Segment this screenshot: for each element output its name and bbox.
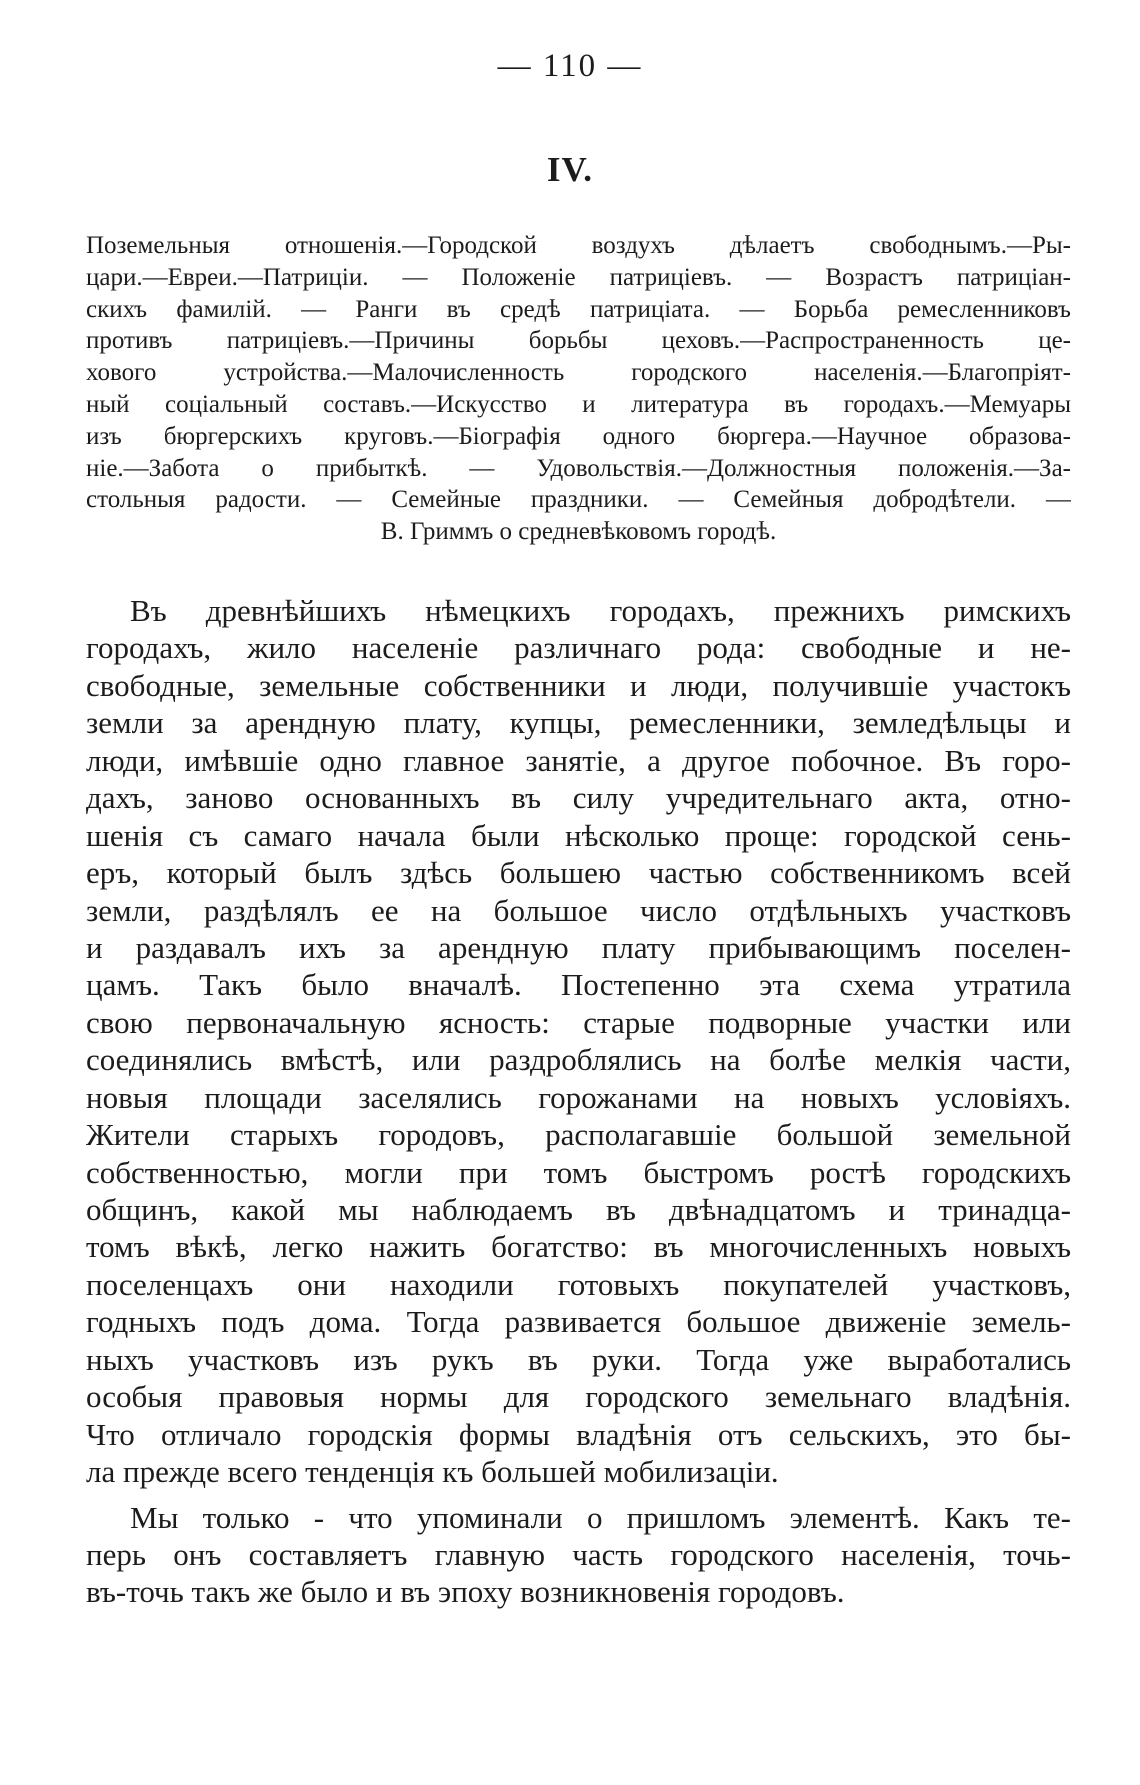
text-line: поселенцахъ они находили готовыхъ покупателей участковъ, [86, 1266, 1071, 1302]
page-number: — 110 — [497, 48, 643, 84]
summary-line: хового устройства.—Малочисленность городского населенія.—Благопріят- [86, 359, 1071, 387]
text-line: годныхъ подъ дома. Тогда развивается большое движеніе земель- [86, 1304, 1071, 1340]
paragraph [86, 592, 1071, 1491]
text-line: Въ древнѣйшихъ нѣмецкихъ городахъ, прежнихъ римскихъ [130, 593, 1071, 628]
text-line: особыя правовыя нормы для городского земельнаго владѣнія. [86, 1379, 1071, 1415]
body-text [86, 592, 1071, 1611]
text-line: люди, имѣвшіе одно главное занятіе, а другое побочное. Въ горо- [86, 742, 1071, 778]
summary-line: стольныя радости. — Семейные праздники. — Семейныя добродѣтели. — [86, 486, 1071, 514]
text-line: шенія съ самаго начала были нѣсколько проще: городской сень- [86, 817, 1071, 853]
text-line: еръ, который былъ здѣсь большею частью собственникомъ всей [86, 855, 1071, 891]
text-line: ныхъ участковъ изъ рукъ въ руки. Тогда уже выработались [86, 1341, 1071, 1377]
text-line: ла прежде всего тенденція къ большей мобилизаціи. [86, 1454, 779, 1490]
text-line: Мы только - что упоминали о пришломъ элементѣ. Какъ те- [130, 1499, 1071, 1535]
summary-line: ніе.—Забота о прибыткѣ. — Удовольствія.—Должностныя положенія.—За- [86, 454, 1071, 482]
text-line: земли, раздѣлялъ ее на большое число отдѣльныхъ участковъ [86, 892, 1071, 928]
chapter-summary [86, 230, 1071, 548]
text-line: свободные, земельные собственники и люди, получившіе участокъ [86, 667, 1071, 703]
text-line: цамъ. Такъ было вначалѣ. Постепенно эта схема утратила [86, 967, 1071, 1003]
text-line: перь онъ составляетъ главную часть городского населенія, точь- [86, 1536, 1071, 1572]
text-line: и раздавалъ ихъ за арендную плату прибывающимъ поселен- [86, 929, 1071, 965]
text-line: общинъ, какой мы наблюдаемъ въ двѣнадцатомъ и тринадца- [86, 1192, 1071, 1227]
summary-line: Поземельныя отношенія.—Городской воздухъ дѣлаетъ свободнымъ.—Ры- [86, 232, 1071, 259]
text-line: дахъ, заново основанныхъ въ силу учредительнаго акта, отно- [86, 780, 1071, 816]
text-line: томъ вѣкѣ, легко нажить богатство: въ многочисленныхъ новыхъ [86, 1229, 1071, 1265]
paragraph-gap [86, 1491, 1071, 1499]
text-line: свою первоначальную ясность: старые подворные участки или [86, 1004, 1071, 1040]
text-line: городахъ, жило населеніе различнаго рода: свободные и не- [86, 630, 1071, 666]
text-line: соединялись вмѣстѣ, или раздроблялись на болѣе мелкія части, [86, 1042, 1071, 1078]
summary-line: цари.—Евреи.—Патриціи. — Положеніе патриціевъ. — Возрастъ патриціан- [86, 263, 1071, 291]
summary-line: изъ бюргерскихъ круговъ.—Біографія одного бюргера.—Научное образова- [86, 422, 1071, 450]
summary-line: ный соціальный составъ.—Искусство и литература въ городахъ.—Мемуары [86, 390, 1071, 418]
paragraph [86, 1499, 1071, 1611]
text-line: Что отличало городскія формы владѣнія отъ сельскихъ, это бы- [86, 1416, 1071, 1452]
text-line: собственностью, могли при томъ быстромъ ростѣ городскихъ [86, 1154, 1071, 1190]
text-line: земли за арендную плату, купцы, ремесленники, земледѣльцы и [86, 705, 1071, 741]
summary-line: В. Гриммъ о средневѣковомъ городѣ. [380, 518, 777, 546]
text-line: Жители старыхъ городовъ, располагавшіе большой земельной [86, 1117, 1071, 1153]
summary-line: скихъ фамилій. — Ранги въ средѣ патриціата. — Борьба ремесленниковъ [86, 295, 1071, 323]
chapter-title: IV. [546, 150, 594, 189]
summary-line: противъ патриціевъ.—Причины борьбы цеховъ.—Распространенность це- [86, 327, 1071, 355]
text-line: новыя площади заселялись горожанами на новыхъ условіяхъ. [86, 1079, 1071, 1115]
text-line: въ-точь такъ же было и въ эпоху возникновенія городовъ. [86, 1574, 845, 1610]
